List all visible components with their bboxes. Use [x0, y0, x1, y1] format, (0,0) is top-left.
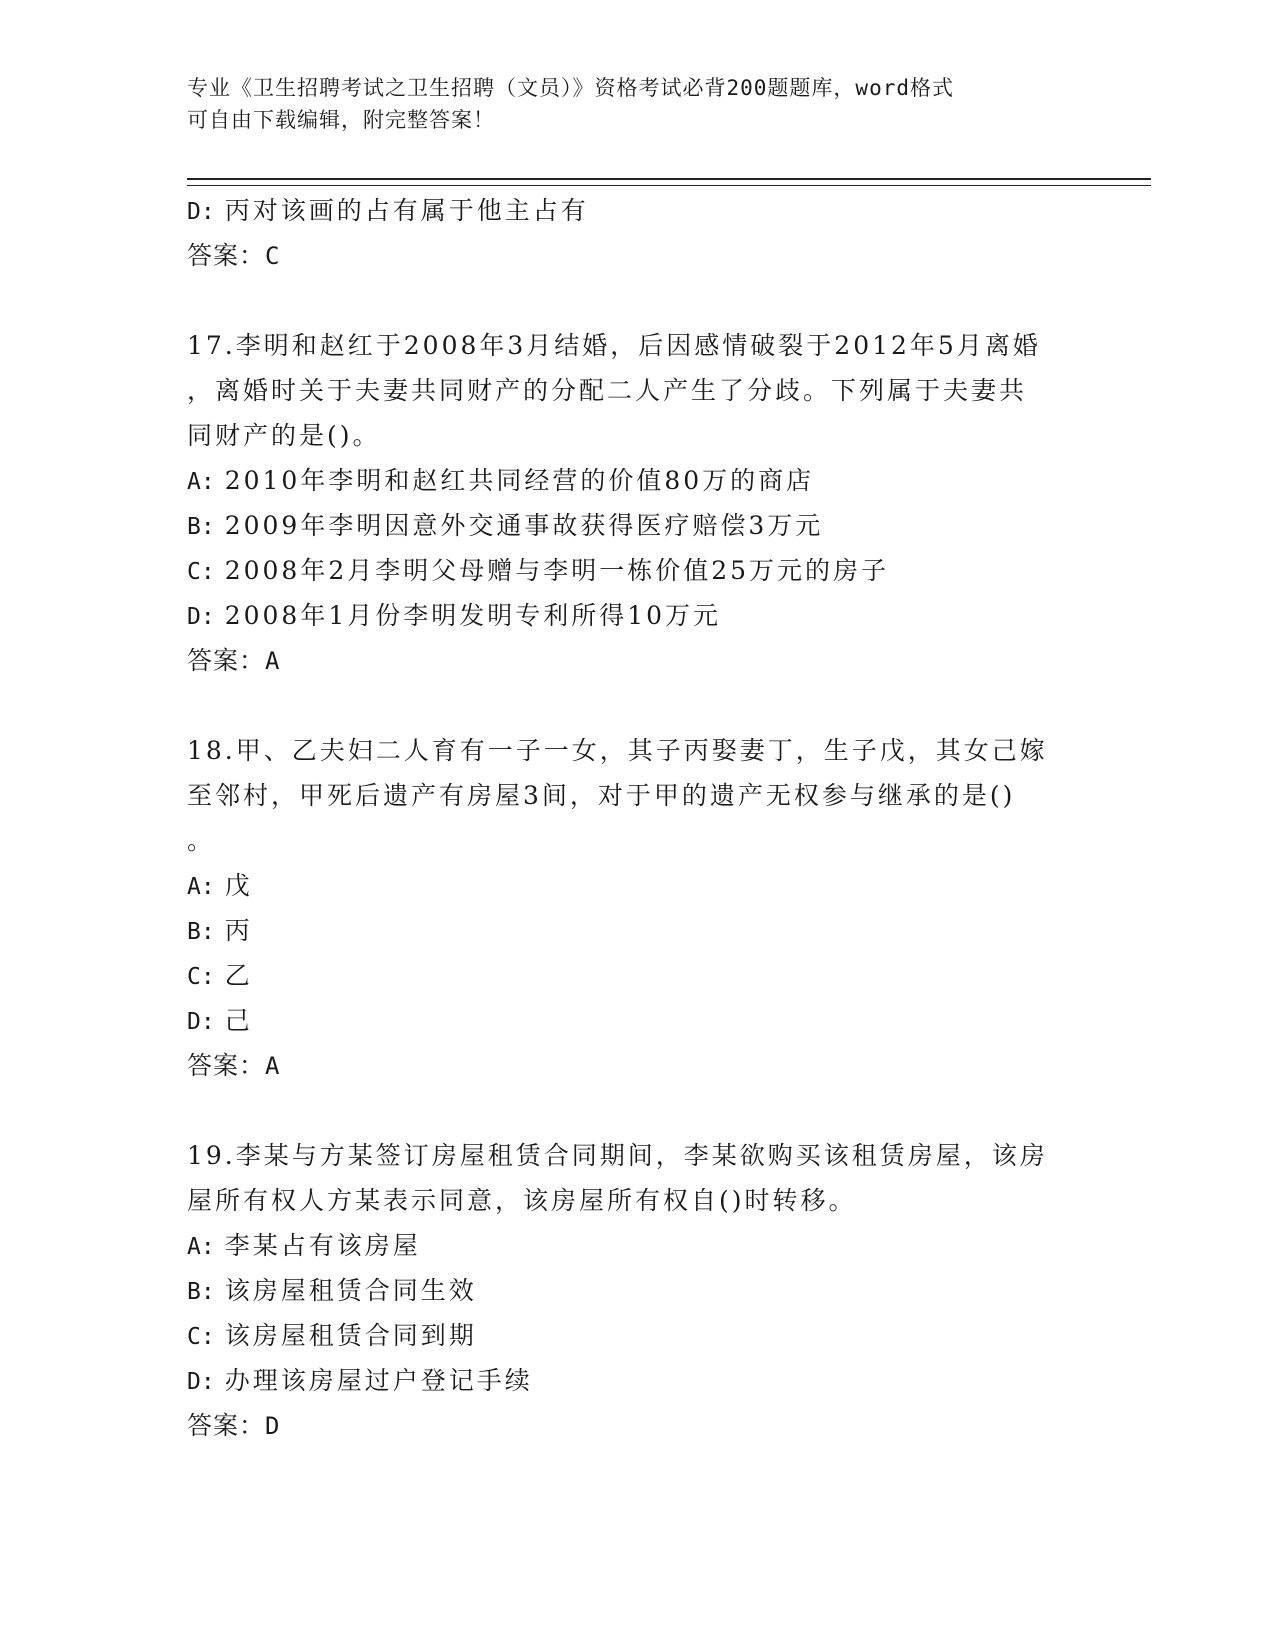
question-stem-line: 同财产的是()。	[187, 421, 381, 450]
question-stem-line: 18.甲、乙夫妇二人育有一子一女，其子丙娶妻丁，生子戊，其女己嫁	[187, 736, 1048, 765]
spacer	[187, 278, 1087, 323]
option-key: D:	[187, 1009, 215, 1035]
answer-value: C	[265, 242, 281, 270]
answer-line	[187, 233, 1087, 278]
answer-value: A	[265, 647, 281, 675]
option-key: B:	[187, 919, 215, 945]
question-stem-line: 17.李明和赵红于2008年3月结婚，后因感情破裂于2012年5月离婚	[187, 331, 1041, 360]
answer-value: D	[265, 1412, 281, 1440]
option-text: 乙	[224, 961, 253, 990]
option-text: 李某占有该房屋	[224, 1231, 421, 1260]
question-17	[187, 323, 1087, 683]
answer-label: 答案：	[187, 241, 266, 270]
answer-value: A	[265, 1052, 281, 1080]
option-text: 丙对该画的占有属于他主占有	[224, 196, 589, 225]
option-d	[187, 998, 1087, 1043]
answer-label: 答案：	[187, 646, 266, 675]
option-key: B:	[187, 1279, 215, 1305]
spacer	[187, 1088, 1087, 1133]
page-header	[187, 72, 1087, 136]
option-b	[187, 1268, 1087, 1313]
option-d	[187, 1358, 1087, 1403]
question-stem-line: 屋所有权人方某表示同意，该房屋所有权自()时转移。	[187, 1186, 857, 1215]
option-b	[187, 503, 1087, 548]
question-stem-line: 至邻村，甲死后遗产有房屋3间，对于甲的遗产无权参与继承的是()	[187, 781, 1016, 810]
option-a	[187, 1223, 1087, 1268]
question-19	[187, 1133, 1087, 1448]
option-text: 2008年2月李明父母赠与李明一栋价值25万元的房子	[224, 556, 890, 585]
option-text: 2010年李明和赵红共同经营的价值80万的商店	[224, 466, 815, 495]
option-d	[187, 188, 1087, 233]
option-key: C:	[187, 964, 215, 990]
answer-line	[187, 1403, 1087, 1448]
option-d	[187, 593, 1087, 638]
option-key: B:	[187, 514, 215, 540]
header-line-1: 专业《卫生招聘考试之卫生招聘（文员）》资格考试必背200题题库，word格式	[187, 76, 954, 100]
option-c	[187, 1313, 1087, 1358]
option-key: C:	[187, 1324, 215, 1350]
option-text: 戊	[224, 871, 253, 900]
answer-label: 答案：	[187, 1051, 266, 1080]
option-c	[187, 953, 1087, 998]
option-text: 丙	[224, 916, 253, 945]
option-a	[187, 458, 1087, 503]
answer-line	[187, 638, 1087, 683]
option-text: 2008年1月份李明发明专利所得10万元	[224, 601, 722, 630]
option-b	[187, 908, 1087, 953]
option-key: C:	[187, 559, 215, 585]
document-body	[187, 188, 1087, 1448]
header-line-2: 可自由下载编辑，附完整答案！	[187, 108, 495, 132]
option-key: D:	[187, 199, 215, 225]
answer-label: 答案：	[187, 1411, 266, 1440]
option-c	[187, 548, 1087, 593]
option-key: A:	[187, 469, 215, 495]
option-text: 该房屋租赁合同到期	[224, 1321, 477, 1350]
option-key: D:	[187, 1369, 215, 1395]
question-stem-line: ，离婚时关于夫妻共同财产的分配二人产生了分歧。下列属于夫妻共	[187, 376, 1028, 405]
question-stem-line: 19.李某与方某签订房屋租赁合同期间，李某欲购买该租赁房屋，该房	[187, 1141, 1048, 1170]
spacer	[187, 683, 1087, 728]
question-18	[187, 728, 1087, 1088]
option-text: 2009年李明因意外交通事故获得医疗赔偿3万元	[224, 511, 824, 540]
option-key: D:	[187, 604, 215, 630]
option-key: A:	[187, 1234, 215, 1260]
header-divider	[187, 178, 1151, 186]
answer-line	[187, 1043, 1087, 1088]
option-text: 己	[224, 1006, 253, 1035]
option-text: 办理该房屋过户登记手续	[224, 1366, 533, 1395]
option-text: 该房屋租赁合同生效	[224, 1276, 477, 1305]
question-stem-line: 。	[187, 826, 216, 855]
option-a	[187, 863, 1087, 908]
option-key: A:	[187, 874, 215, 900]
